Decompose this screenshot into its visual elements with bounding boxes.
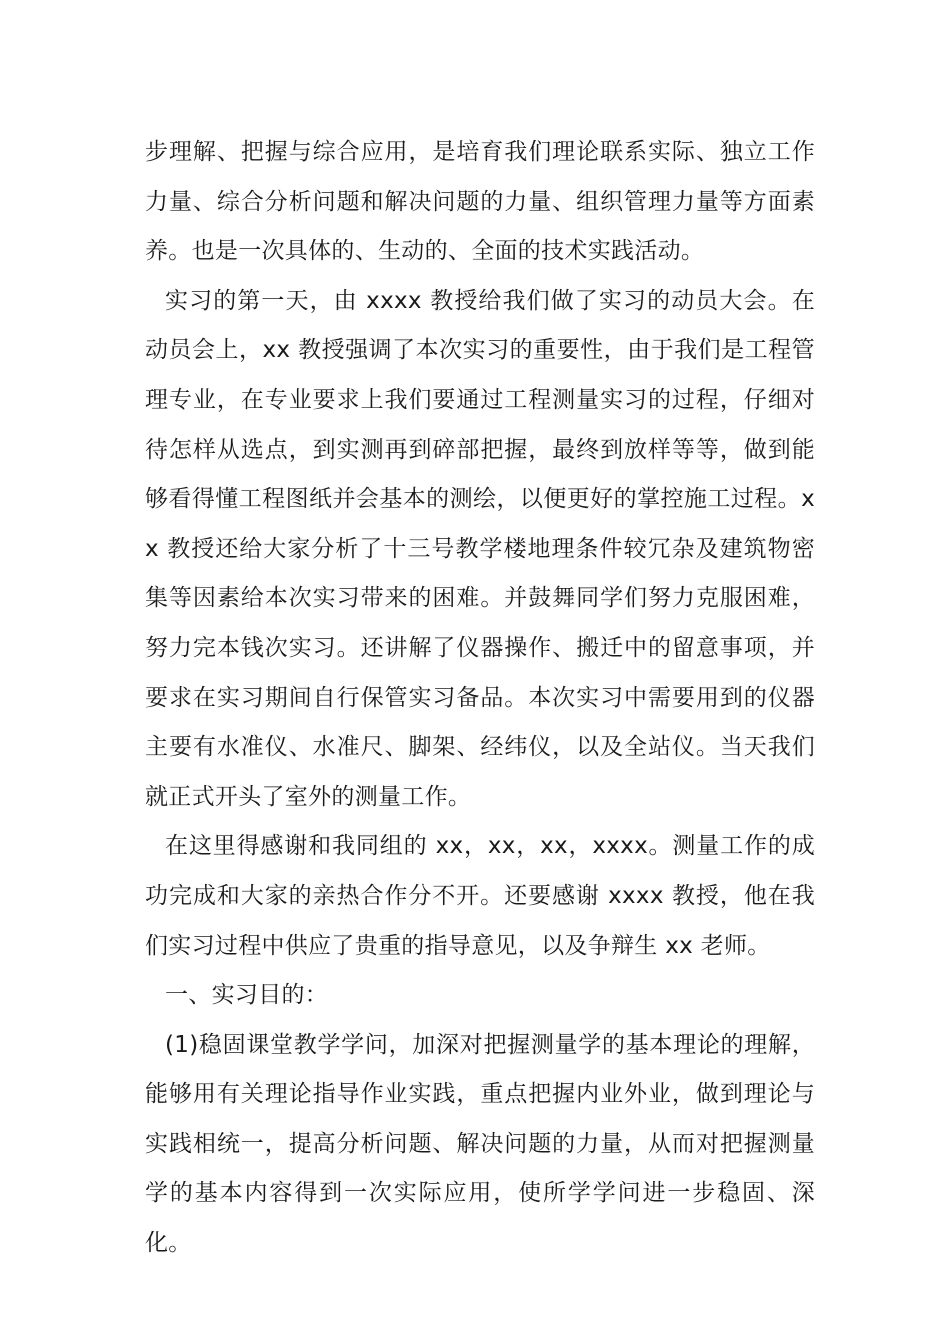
paragraph-acknowledgement: 在这里得感谢和我同组的 xx，xx，xx，xxxx。测量工作的成功完成和大家的亲热合作分不开。还要感谢 xxxx 教授，他在我们实习过程中供应了贵重的指导意见，以及争辩生 xx 老师。 bbox=[145, 833, 815, 959]
section-heading-purpose: 一、实习目的： bbox=[165, 982, 329, 1009]
paragraph-purpose-item-1: (1)稳固课堂教学学问，加深对把握测量学的基本理论的理解，能够用有关理论指导作业实践，重点把握内业外业，做到理论与实践相统一，提高分析问题、解决问题的力量，从而对把握测量学的基本内容得到一次实际应用，使所学学问进一步稳固、深化。 bbox=[145, 1031, 815, 1257]
paragraph-continuation: 步理解、把握与综合应用，是培育我们理论联系实际、独立工作力量、综合分析问题和解决问题的力量、组织管理力量等方面素养。也是一次具体的、生动的、全面的技术实践活动。 bbox=[145, 139, 815, 265]
paragraph-first-day: 实习的第一天，由 xxxx 教授给我们做了实习的动员大会。在动员会上，xx 教授强调了本次实习的重要性，由于我们是工程管理专业，在专业要求上我们要通过工程测量实习的过程，仔细对待怎样从选点，到实测再到碎部把握，最终到放样等等，做到能够看得懂工程图纸并会基本的测绘，以便更好的掌控施工过程。xx 教授还给大家分析了十三号教学楼地理条件较冗杂及建筑物密集等因素给本次实习带来的困难。并鼓舞同学们努力克服困难，努力完本钱次实习。还讲解了仪器操作、搬迁中的留意事项，并要求在实习期间自行保管实习备品。本次实习中需要用到的仪器主要有水准仪、水准尺、脚架、经纬仪，以及全站仪。当天我们就正式开头了室外的测量工作。 bbox=[145, 287, 815, 810]
document-body bbox=[145, 128, 815, 1269]
